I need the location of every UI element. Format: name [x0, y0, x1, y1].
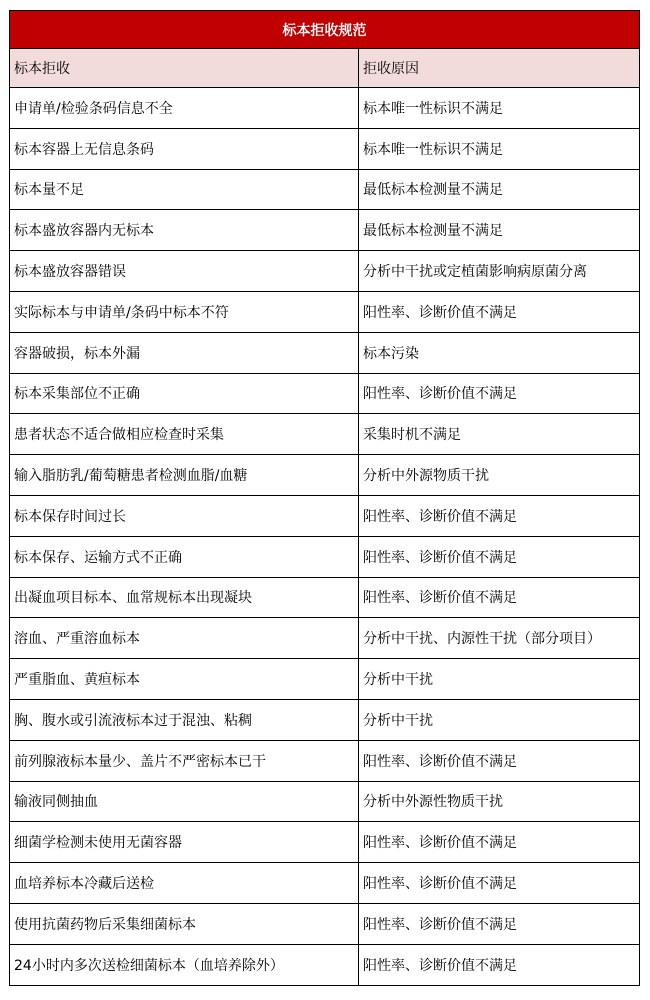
table-row	[10, 577, 640, 618]
rejection-item-cell: 患者状态不适合做相应检查时采集	[10, 414, 359, 455]
table-header-row	[10, 49, 640, 88]
rejection-reason-cell: 分析中干扰或定植菌影响病原菌分离	[359, 251, 640, 292]
rejection-reason-cell: 最低标本检测量不满足	[359, 210, 640, 251]
rejection-item-cell: 严重脂血、黄疸标本	[10, 659, 359, 700]
rejection-item-cell: 出凝血项目标本、血常规标本出现凝块	[10, 577, 359, 618]
rejection-item-cell: 胸、腹水或引流液标本过于混浊、粘稠	[10, 699, 359, 740]
table-row	[10, 618, 640, 659]
table-row	[10, 944, 640, 985]
rejection-item-cell: 标本盛放容器内无标本	[10, 210, 359, 251]
rejection-reason-cell: 阳性率、诊断价值不满足	[359, 291, 640, 332]
table-row	[10, 699, 640, 740]
table-title: 标本拒收规范	[10, 11, 640, 49]
rejection-reason-cell: 采集时机不满足	[359, 414, 640, 455]
rejection-item-cell: 标本量不足	[10, 169, 359, 210]
rejection-reason-cell: 阳性率、诊断价值不满足	[359, 863, 640, 904]
header-rejection-reason: 拒收原因	[359, 49, 640, 88]
rejection-item-cell: 实际标本与申请单/条码中标本不符	[10, 291, 359, 332]
table-row	[10, 863, 640, 904]
table-row	[10, 536, 640, 577]
rejection-item-cell: 血培养标本冷藏后送检	[10, 863, 359, 904]
rejection-reason-cell: 分析中干扰	[359, 659, 640, 700]
table-row	[10, 822, 640, 863]
rejection-item-cell: 标本保存、运输方式不正确	[10, 536, 359, 577]
rejection-reason-cell: 阳性率、诊断价值不满足	[359, 373, 640, 414]
table-row	[10, 781, 640, 822]
table-row	[10, 903, 640, 944]
rejection-item-cell: 输入脂肪乳/葡萄糖患者检测血脂/血糖	[10, 455, 359, 496]
table-row	[10, 740, 640, 781]
rejection-item-cell: 标本保存时间过长	[10, 495, 359, 536]
rejection-item-cell: 细菌学检测未使用无菌容器	[10, 822, 359, 863]
table-row	[10, 659, 640, 700]
rejection-reason-cell: 分析中干扰、内源性干扰（部分项目）	[359, 618, 640, 659]
header-rejection-item: 标本拒收	[10, 49, 359, 88]
rejection-reason-cell: 阳性率、诊断价值不满足	[359, 944, 640, 985]
table-row	[10, 251, 640, 292]
table-row	[10, 210, 640, 251]
rejection-reason-cell: 阳性率、诊断价值不满足	[359, 536, 640, 577]
table-row	[10, 414, 640, 455]
rejection-reason-cell: 阳性率、诊断价值不满足	[359, 903, 640, 944]
rejection-reason-cell: 分析中外源性物质干扰	[359, 781, 640, 822]
rejection-reason-cell: 分析中外源物质干扰	[359, 455, 640, 496]
rejection-reason-cell: 标本唯一性标识不满足	[359, 88, 640, 129]
table-row	[10, 128, 640, 169]
table-row	[10, 495, 640, 536]
rejection-reason-cell: 最低标本检测量不满足	[359, 169, 640, 210]
rejection-item-cell: 输液同侧抽血	[10, 781, 359, 822]
rejection-item-cell: 24小时内多次送检细菌标本（血培养除外）	[10, 944, 359, 985]
rejection-item-cell: 容器破损，标本外漏	[10, 332, 359, 373]
table-row	[10, 332, 640, 373]
rejection-reason-cell: 阳性率、诊断价值不满足	[359, 577, 640, 618]
table-title-row	[10, 11, 640, 49]
table-row	[10, 455, 640, 496]
rejection-reason-cell: 阳性率、诊断价值不满足	[359, 495, 640, 536]
rejection-reason-cell: 分析中干扰	[359, 699, 640, 740]
specimen-rejection-table	[9, 10, 640, 986]
rejection-reason-cell: 标本唯一性标识不满足	[359, 128, 640, 169]
table-row	[10, 291, 640, 332]
rejection-item-cell: 申请单/检验条码信息不全	[10, 88, 359, 129]
rejection-item-cell: 标本采集部位不正确	[10, 373, 359, 414]
rejection-item-cell: 溶血、严重溶血标本	[10, 618, 359, 659]
table-row	[10, 169, 640, 210]
rejection-item-cell: 标本盛放容器错误	[10, 251, 359, 292]
rejection-item-cell: 使用抗菌药物后采集细菌标本	[10, 903, 359, 944]
rejection-reason-cell: 标本污染	[359, 332, 640, 373]
table-row	[10, 88, 640, 129]
rejection-item-cell: 标本容器上无信息条码	[10, 128, 359, 169]
rejection-reason-cell: 阳性率、诊断价值不满足	[359, 822, 640, 863]
table-row	[10, 373, 640, 414]
rejection-item-cell: 前列腺液标本量少、盖片不严密标本已干	[10, 740, 359, 781]
rejection-reason-cell: 阳性率、诊断价值不满足	[359, 740, 640, 781]
